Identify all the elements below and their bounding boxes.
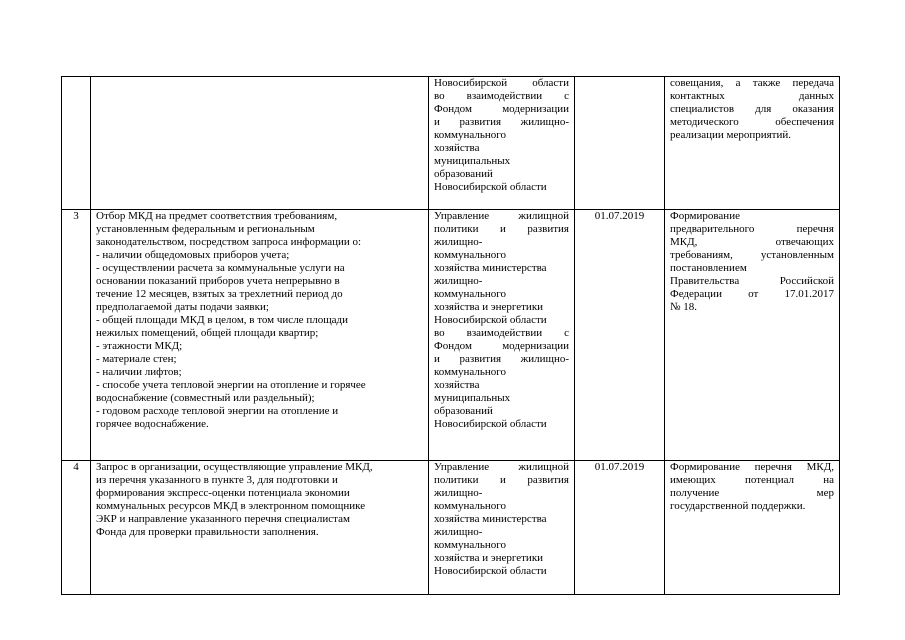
task-line: горячее водоснабжение. [96, 418, 209, 430]
responsible-line: Фондом модернизации [434, 103, 569, 115]
responsible-line: коммунального [434, 249, 506, 261]
result-cell [665, 210, 840, 461]
result-line: Федерации от 17.01.2017 [670, 288, 834, 300]
result-cell [665, 77, 840, 210]
task-cell [91, 210, 429, 461]
responsible-line: коммунального [434, 539, 506, 551]
responsible-line: коммунального [434, 129, 506, 141]
task-line: основании показаний приборов учета непрерывно в [96, 275, 340, 287]
responsible-line: во взаимодействии с [434, 90, 569, 102]
task-line: - общей площади МКД в целом, в том числе площади [96, 314, 349, 326]
responsible-line: коммунального [434, 500, 506, 512]
result-line: совещания, а также передача [670, 77, 834, 89]
row-number-cell [62, 77, 91, 210]
responsible-line: хозяйства и энергетики [434, 552, 544, 564]
task-line: - наличии лифтов; [96, 366, 182, 378]
date-cell: 01.07.2019 [575, 210, 665, 461]
responsible-line: и развития жилищно- [434, 116, 569, 128]
task-line: предполагаемой даты подачи заявки; [96, 301, 269, 313]
task-line: - материале стен; [96, 353, 177, 365]
responsible-line: Управление жилищной [434, 461, 569, 473]
responsible-line: Новосибирской области [434, 77, 569, 89]
task-line: Отбор МКД на предмет соответствия требованиям, [96, 210, 338, 222]
result-line: имеющих потенциал на [670, 474, 834, 486]
responsible-cell [429, 77, 575, 210]
task-line: установленным федеральным и региональным [96, 223, 315, 235]
responsible-line: Новосибирской области [434, 418, 547, 430]
result-line: № 18. [670, 301, 697, 313]
date-cell [575, 77, 665, 210]
result-line: получение мер [670, 487, 834, 499]
responsible-line: политики и развития [434, 474, 569, 486]
result-line: специалистов для оказания [670, 103, 834, 115]
task-line: законодательством, посредством запроса информации о: [96, 236, 362, 248]
responsible-line: муниципальных [434, 155, 511, 167]
result-line: государственной поддержки. [670, 500, 806, 512]
result-line: МКД, отвечающих [670, 236, 834, 248]
task-line: формирования экспресс-оценки потенциала экономии [96, 487, 350, 499]
responsible-line: образований [434, 405, 493, 417]
result-cell [665, 461, 840, 595]
result-line: требованиям, установленным [670, 249, 834, 261]
responsible-cell [429, 461, 575, 595]
table-row [62, 210, 840, 461]
result-line: постановлением [670, 262, 747, 274]
responsible-line: Новосибирской области [434, 314, 547, 326]
responsible-line: хозяйства министерства [434, 262, 547, 274]
responsible-line: Новосибирской области [434, 181, 547, 193]
task-line: - этажности МКД; [96, 340, 183, 352]
result-line: Формирование [670, 210, 740, 222]
plan-table [61, 76, 840, 595]
table-row [62, 77, 840, 210]
task-line: - способе учета тепловой энергии на отопление и горячее [96, 379, 366, 391]
responsible-line: Фондом модернизации [434, 340, 569, 352]
responsible-line: коммунального [434, 366, 506, 378]
task-line: Запрос в организации, осуществляющие управление МКД, [96, 461, 373, 473]
result-line: Формирование перечня МКД, [670, 461, 834, 473]
task-line: коммунальных ресурсов МКД в электронном помощнике [96, 500, 366, 512]
task-cell [91, 77, 429, 210]
task-line: ЭКР и направление указанного перечня специалистам [96, 513, 350, 525]
task-cell [91, 461, 429, 595]
responsible-line: Новосибирской области [434, 565, 547, 577]
row-number-cell: 4 [62, 461, 91, 595]
result-line: предварительного перечня [670, 223, 834, 235]
result-line: контактных данных [670, 90, 834, 102]
result-line: реализации мероприятий. [670, 129, 792, 141]
table-row [62, 461, 840, 595]
responsible-line: жилищно- [434, 275, 483, 287]
responsible-line: муниципальных [434, 392, 511, 404]
result-line: методического обеспечения [670, 116, 834, 128]
responsible-line: хозяйства [434, 379, 480, 391]
responsible-line: и развития жилищно- [434, 353, 569, 365]
responsible-line: образований [434, 168, 493, 180]
responsible-line: жилищно- [434, 487, 483, 499]
responsible-cell [429, 210, 575, 461]
row-number-cell: 3 [62, 210, 91, 461]
result-line: Правительства Российской [670, 275, 834, 287]
task-line: - наличии общедомовых приборов учета; [96, 249, 290, 261]
responsible-line: коммунального [434, 288, 506, 300]
responsible-line: хозяйства министерства [434, 513, 547, 525]
task-line: - годовом расходе тепловой энергии на отопление и [96, 405, 339, 417]
task-line: течение 12 месяцев, взятых за трехлетний период до [96, 288, 343, 300]
date-cell: 01.07.2019 [575, 461, 665, 595]
task-line: нежилых помещений, общей площади квартир; [96, 327, 319, 339]
responsible-line: хозяйства и энергетики [434, 301, 544, 313]
responsible-line: Управление жилищной [434, 210, 569, 222]
responsible-line: жилищно- [434, 236, 483, 248]
task-line: - осуществлении расчета за коммунальные услуги на [96, 262, 345, 274]
responsible-line: во взаимодействии с [434, 327, 569, 339]
responsible-line: хозяйства [434, 142, 480, 154]
task-line: Фонда для проверки правильности заполнения. [96, 526, 319, 538]
task-line: из перечня указанного в пункте 3, для подготовки и [96, 474, 338, 486]
responsible-line: политики и развития [434, 223, 569, 235]
responsible-line: жилищно- [434, 526, 483, 538]
task-line: водоснабжение (совместный или раздельный); [96, 392, 315, 404]
